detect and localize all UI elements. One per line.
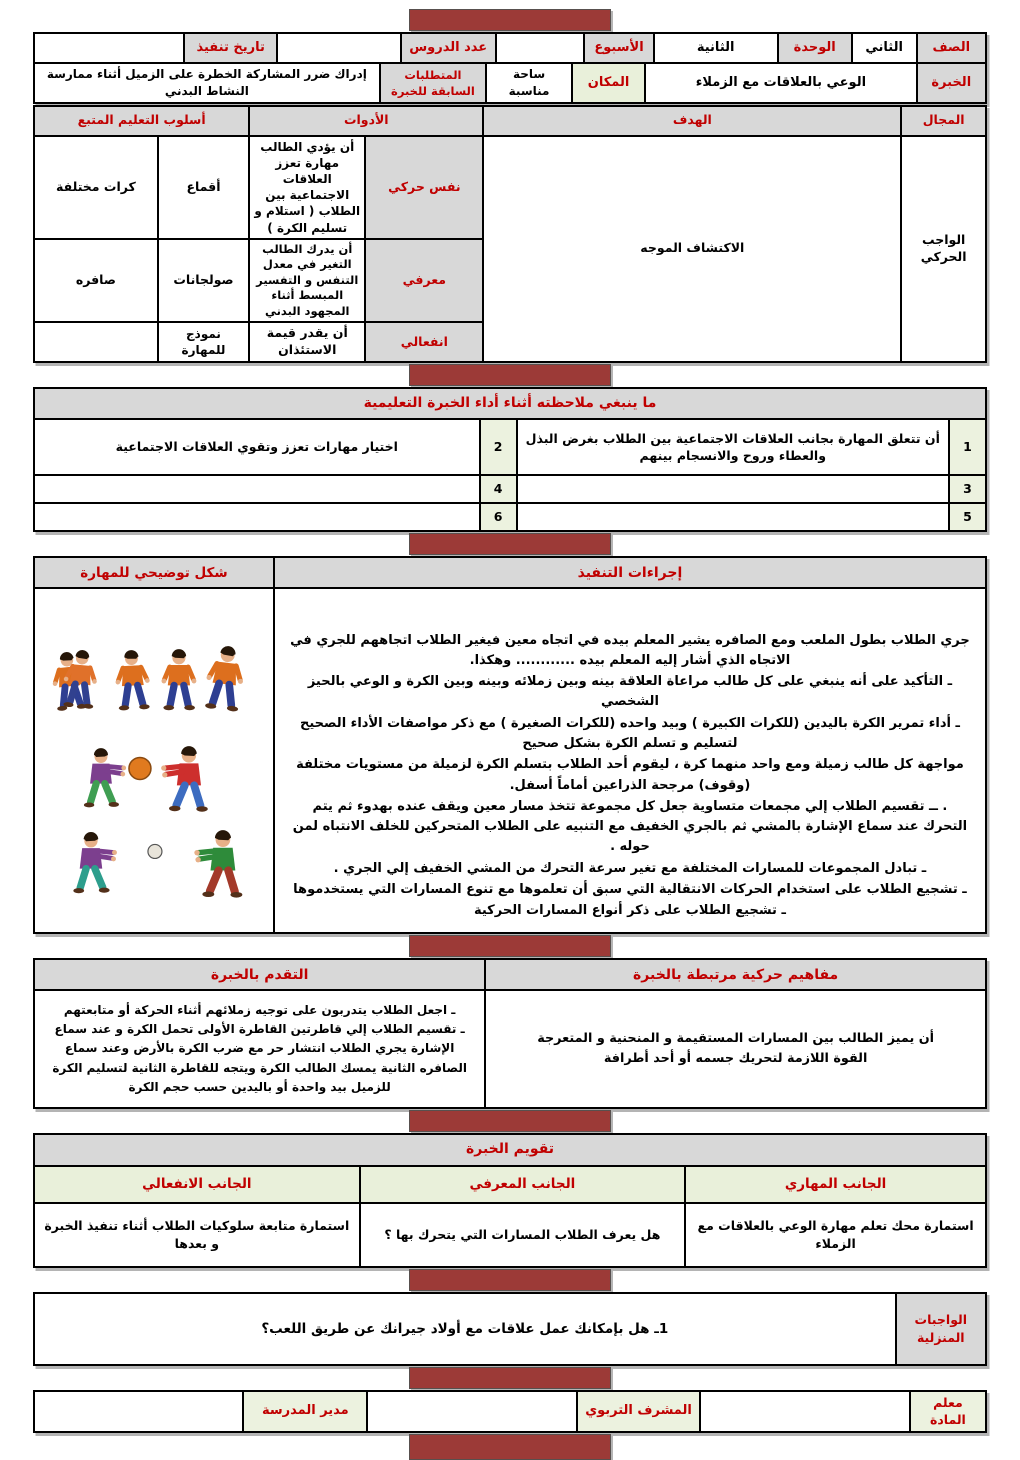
illustration-body [34, 588, 274, 933]
progress-line: ـ اجعل الطلاب يتدربون على توجيه زملائهم أثناء الحركة أو متابعتهم [63, 1003, 456, 1018]
goals-table [33, 105, 987, 363]
section-divider-2 [409, 533, 611, 555]
place-value: ساحة مناسبة [486, 63, 572, 103]
observation-num-2: 2 [480, 419, 517, 475]
method-column-header: أسلوب التعليم المتبع [34, 106, 249, 136]
method-motor-duty: الواجب الحركي [901, 136, 986, 362]
procedure-line: ـ التأكيد على أنه ينبغي على كل طالب مراعاة العلاقة بينه وبين زملائه وبينه وبين الكرة و الوعي بالحيز الشخصي [307, 674, 953, 710]
lessons-count-label: عدد الدروس [401, 33, 496, 63]
illustration-title: شكل توضيحي للمهارة [34, 557, 274, 588]
evaluation-affective-value: استمارة متابعة سلوكيات الطلاب أثناء تنفيذ الخبرة و بعدها [34, 1203, 360, 1267]
header-row-2 [34, 63, 986, 103]
section-divider-6 [409, 1367, 611, 1389]
domain-column-header: المجال [901, 106, 986, 136]
observation-num-5: 5 [949, 503, 986, 531]
procedure-line: . ــ تقسيم الطلاب إلي مجمعات متساوية جعل كل مجموعة تتخذ مسار معين ويقف عنده بهدوء ثم يتم التحرك عند سماع الإشارة بالمشي ثم بالجري الخفيف مع التنبيه على الطلاب المتحركين للخلف الانتباه لمن حوله . [292, 799, 968, 855]
observation-text-6[interactable] [34, 503, 480, 531]
observation-text-2: اختيار مهارات تعزز وتقوي العلاقات الاجتماعية [34, 419, 480, 475]
method-guided-discovery: الاكتشاف الموجه [483, 136, 901, 362]
goal-psychomotor: أن يؤدي الطالب مهارة تعزز العلاقات الاجتماعية بين الطلاب ( استلام و تسليم الكرة ) [249, 136, 365, 239]
observation-text-3[interactable] [517, 475, 949, 503]
observation-num-1: 1 [949, 419, 986, 475]
observation-num-4: 4 [480, 475, 517, 503]
experience-value: الوعي بالعلاقات مع الزملاء [645, 63, 916, 103]
procedure-line: جري الطلاب بطول الملعب ومع الصافره يشير المعلم بيده في اتجاه معين فيغير الطلاب اتجاههم للجري في الاتجاه الذي أشار إليه المعلم بيده ............ وهكذا. [290, 633, 970, 669]
supervisor-signature-field[interactable] [367, 1391, 576, 1432]
observation-text-5[interactable] [517, 503, 949, 531]
procedures-section [33, 556, 987, 934]
homework-section [33, 1292, 987, 1366]
homework-text: 1ـ هل بإمكانك عمل علاقات مع أولاد جيرانك عن طريق اللعب؟ [34, 1293, 896, 1365]
tool-skill-model: نموذج للمهارة [158, 322, 249, 362]
section-divider-3 [409, 935, 611, 957]
concepts-title: مفاهيم حركية مرتبطة بالخبرة [485, 959, 986, 990]
signatures-table [33, 1390, 987, 1433]
concepts-column [485, 959, 986, 1108]
prereq-value: إدراك ضرر المشاركة الخطرة على الزميل أثناء ممارسة النشاط البدني [34, 63, 380, 103]
header-row-1 [34, 33, 986, 63]
evaluation-cognitive-header: الجانب المعرفي [360, 1166, 686, 1203]
evaluation-affective-header: الجانب الانفعالي [34, 1166, 360, 1203]
class-label: الصف [917, 33, 986, 63]
observation-num-6: 6 [480, 503, 517, 531]
tools-column-header: الأدوات [249, 106, 483, 136]
illustration-column [34, 557, 274, 933]
procedure-line: ـ تشجيع الطلاب على ذكر أنواع المسارات الحركية [473, 902, 786, 918]
skill-illustration [39, 593, 269, 928]
observation-num-3: 3 [949, 475, 986, 503]
evaluation-skill-value: استمارة محك تعلم مهارة الوعي بالعلاقات مع الزملاء [685, 1203, 986, 1267]
place-label: المكان [572, 63, 645, 103]
unit-label: الوحدة [778, 33, 852, 63]
procedure-line: ـ تبادل المجموعات للمسارات المختلفة مع تغير سرعة التحرك من المشي الخفيف إلي الجري . [333, 860, 927, 876]
tool-whistle: صافره [34, 239, 158, 323]
goal-affective: أن يقدر قيمة الاستئذان [249, 322, 365, 362]
domain-cognitive: معرفي [365, 239, 483, 323]
tool-clubs: صولجانات [158, 239, 249, 323]
teacher-label: معلم المادة [910, 1391, 986, 1432]
class-value: الثاني [852, 33, 917, 63]
domain-affective: انفعالي [365, 322, 483, 362]
section-divider-5 [409, 1269, 611, 1291]
homework-label: الواجبات المنزلية [896, 1293, 986, 1365]
week-value-field[interactable] [496, 33, 585, 63]
week-label: الأسبوع [584, 33, 653, 63]
domain-psychomotor: نفس حركي [365, 136, 483, 239]
evaluation-cognitive-value: هل يعرف الطلاب المسارات التي يتحرك بها ؟ [360, 1203, 686, 1267]
procedure-line: ـ أداء تمرير الكرة باليدين (للكرات الكبيرة ) وبيد واحده (للكرات الصغيرة ) مع ذكر مواصفات الأداء الصحيح لتسليم و تسلم الكرة بشكل صحيح [299, 715, 960, 751]
tool-empty[interactable] [34, 322, 158, 362]
exec-date-label: تاريخ تنفيذ [184, 33, 276, 63]
section-divider-1 [409, 364, 611, 386]
tool-cones: أقماع [158, 136, 249, 239]
procedures-title: إجراءات التنفيذ [274, 557, 986, 588]
progress-section [33, 958, 987, 1109]
procedure-line: ـ تشجيع الطلاب على استخدام الحركات الانتقالية التي سبق أن تعلموها مع تنوع المسارات التي يستخدموها [293, 881, 967, 897]
principal-signature-field[interactable] [34, 1391, 243, 1432]
tool-balls: كرات مختلفة [34, 136, 158, 239]
progress-line: ـ تقسيم الطلاب إلي قاطرتين القاطرة الأولى تحمل الكرة و عند سماع الإشارة يجري الطلاب انتشار حر مع ضرب الكرة بالأرض وعند سماع الصافره الثانية يمسك الطالب الكرة ويتجه للقاطرة الثانية لتسليم الكرة للزميل بيد واحدة أو باليدين حسب حجم الكرة [52, 1022, 467, 1094]
evaluation-table [33, 1133, 987, 1268]
progress-body [34, 990, 485, 1108]
progress-title: التقدم بالخبرة [34, 959, 485, 990]
procedures-body [274, 588, 986, 933]
unit-value: الثانية [654, 33, 778, 63]
goal-cognitive: أن يدرك الطالب التغير في معدل التنفس و التفسير المبسط أثناء المجهود البدني [249, 239, 365, 323]
experience-label: الخبرة [917, 63, 986, 103]
procedure-line: مواجهة كل طالب زميلة ومع واحد منهما كرة ، ليقوم أحد الطلاب بتسلم الكرة لزميلة من مستويات مختلفة [296, 756, 964, 772]
concepts-line: القوة اللازمة لتحريك جسمه أو أحد أطرافة [603, 1050, 868, 1066]
concepts-body [485, 990, 986, 1108]
lessons-count-field[interactable] [277, 33, 401, 63]
exec-date-field[interactable] [34, 33, 184, 63]
observation-text-1: أن تتعلق المهارة بجانب العلاقات الاجتماعية بين الطلاب بغرض البذل والعطاء وروح والانسجام بينهم [517, 419, 949, 475]
progress-column [34, 959, 485, 1108]
supervisor-label: المشرف التربوي [577, 1391, 701, 1432]
teacher-signature-field[interactable] [700, 1391, 909, 1432]
section-divider-bottom [409, 1434, 611, 1460]
observations-table [33, 387, 987, 532]
procedure-line: (وقوف) مرجحة الذراعين أماماً أسفل. [509, 778, 751, 794]
procedures-column [274, 557, 986, 933]
principal-label: مدير المدرسة [243, 1391, 367, 1432]
evaluation-skill-header: الجانب المهاري [685, 1166, 986, 1203]
evaluation-title: تقويم الخبرة [34, 1134, 986, 1166]
observation-text-4[interactable] [34, 475, 480, 503]
section-divider-top [409, 9, 611, 31]
concepts-line: أن يميز الطالب بين المسارات المستقيمة و المنحنية و المتعرجة [537, 1030, 935, 1046]
goal-column-header: الهدف [483, 106, 901, 136]
section-divider-4 [409, 1110, 611, 1132]
prereq-label: المتطلبات السابقة للخبرة [380, 63, 487, 103]
observations-title: ما ينبغي ملاحظته أثناء أداء الخبرة التعليمية [34, 388, 986, 419]
header-table [33, 32, 987, 104]
